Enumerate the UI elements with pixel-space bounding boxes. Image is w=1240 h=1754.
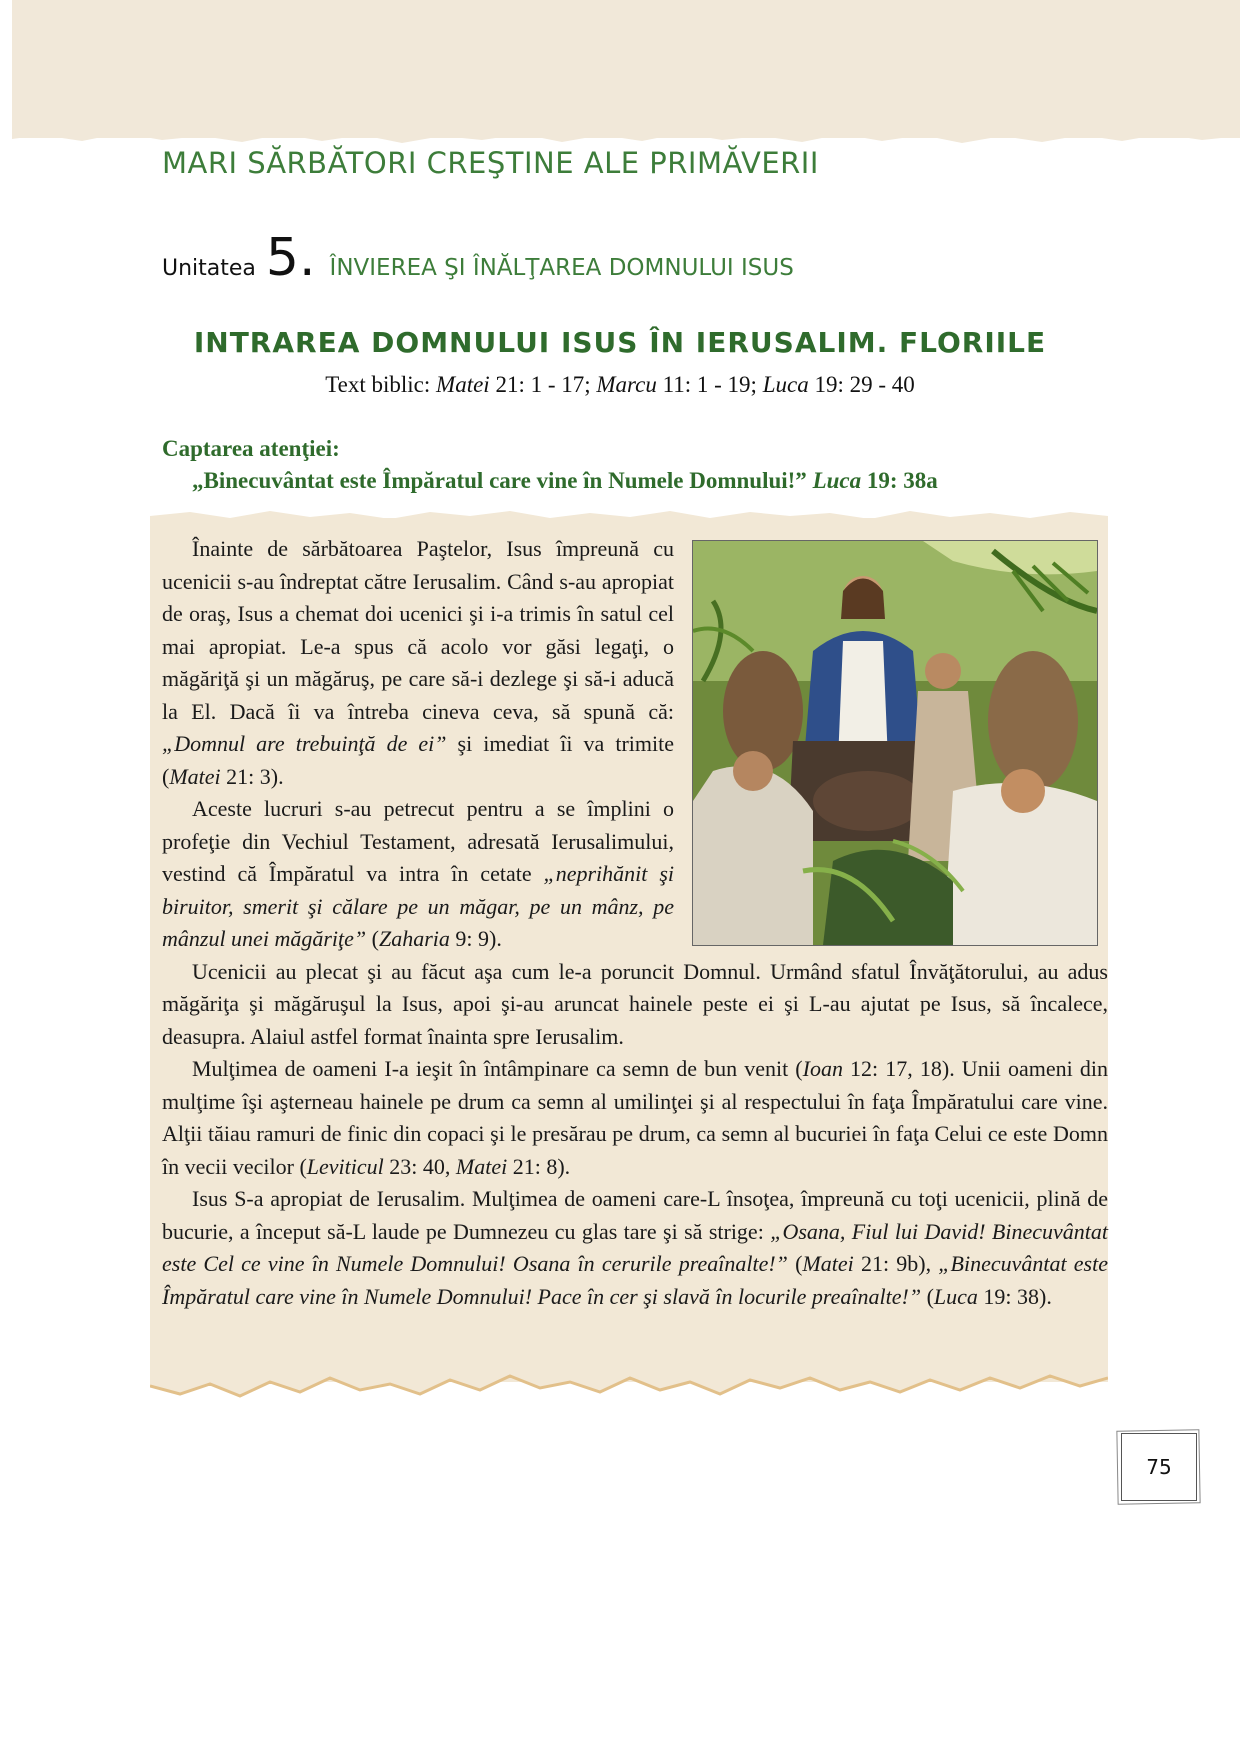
torn-edge-paper-bottom — [150, 1364, 1108, 1404]
attention-quote-text: „Binecuvântat este Împăratul care vine în Numele Domnului!” — [192, 468, 813, 493]
paragraph-text: Aceste lucruri s-au petrecut pentru a se împlini o profeţie din Vechiul Testament, adresată Ierusalimului, vestind că Împăratul va intra în cetate — [162, 796, 674, 886]
paragraph-text: ( — [921, 1283, 934, 1309]
story-paragraph: Ucenicii au plecat şi au făcut aşa cum le-a poruncit Domnul. Urmând sfatul Învăţătorului, au adus măgăriţa şi măgăruşul la Isus, apoi şi-au aruncat hainele peste ei şi L-au ajutat pe Isus, să încalece, deasupra. Alaiul astfel format înainta spre Ierusalim. — [162, 958, 1108, 1049]
reference-book: Luca — [762, 372, 809, 397]
story-paragraph — [162, 1183, 1108, 1313]
paragraph-text: 21: 8). — [507, 1153, 571, 1179]
unit-number-dot: . — [299, 228, 316, 288]
reference-book: Matei — [436, 372, 490, 397]
paragraph-text: Isus S-a apropiat de Ierusalim. Mulţimea de oameni care-L însoţea, împreună cu toţi ucenicii, plină de bucurie, a început să-L laude pe Dumnezeu cu glas tare şi să strige: — [162, 1186, 1108, 1244]
page-number: 75 — [1146, 1455, 1172, 1479]
paragraph-text: 9: 9). — [449, 926, 502, 951]
reference-book: Marcu — [596, 372, 657, 397]
paragraph-text: ( — [787, 1251, 803, 1276]
paragraph-text: 19: 38). — [977, 1283, 1052, 1309]
reference-book: Matei — [455, 1153, 508, 1179]
lesson-title: INTRAREA DOMNULUI ISUS ÎN IERUSALIM. FLORIILE — [193, 326, 1047, 359]
unit-label: Unitatea — [162, 256, 256, 281]
paragraph-text: 12: 17, 18). Unii oameni din mulţime îşi aşterneau hainele pe drum ca semn al umilinţei şi al respectului în faţa Împăratului care vine. Alţii tăiau ramuri de finic din copaci şi le presărau pe drum, ca semn al bucuriei în faţa Celui ce este Domn în vecii vecilor ( — [162, 1056, 1108, 1179]
paragraph-text: 21: 3). — [220, 763, 284, 789]
reference-book: Ioan — [802, 1056, 843, 1081]
attention-quote — [192, 468, 938, 494]
unit-number: 5 — [265, 228, 300, 288]
reference-verses: 19: 29 - 40 — [808, 372, 915, 397]
paragraph-text: Mulţimea de oameni I-a ieşit în întâmpinare ca semn de bun venit ( — [192, 1056, 803, 1081]
reference-book: Luca — [933, 1283, 978, 1309]
quote-text: „Domnul are trebuinţă de ei” — [162, 731, 447, 756]
reference-verses: 11: 1 - 19; — [656, 372, 763, 397]
biblical-label: Text biblic: — [325, 372, 437, 397]
story-paragraph — [162, 533, 674, 793]
paragraph-text: şi imediat îi va trimite ( — [162, 731, 675, 789]
story-paragraph — [162, 1053, 1108, 1183]
unit-heading — [162, 228, 794, 292]
quote-text: „Osana, Fiul lui David! Binecuvântat este Cel ce vine în Numele Domnului! Osana în cerurile preaînalte!” — [162, 1218, 1108, 1276]
paragraph-text: 21: 9b), — [853, 1251, 939, 1276]
section-title: MARI SĂRBĂTORI CREŞTINE ALE PRIMĂVERII — [162, 146, 819, 180]
reference-book: Zaharia — [378, 926, 450, 951]
paragraph-text: 23: 40, — [383, 1153, 456, 1179]
top-paper-banner — [12, 0, 1240, 138]
unit-title: ÎNVIEREA ŞI ÎNĂLŢAREA DOMNULUI ISUS — [329, 255, 794, 281]
attention-quote-book: Luca — [812, 468, 862, 493]
attention-quote-verses: 19: 38a — [861, 468, 938, 493]
reference-book: Matei — [802, 1251, 854, 1276]
attention-label: Captarea atenţiei: — [162, 436, 340, 461]
torn-edge-paper-top — [150, 508, 1108, 528]
quote-text: „neprihănit şi biruitor, smerit şi călare pe un măgar, pe un mânz, pe mânzul unei măgăriţe” — [162, 861, 674, 951]
paragraph-text: ( — [366, 926, 379, 951]
story-text — [162, 533, 1108, 1313]
biblical-references — [0, 372, 1240, 398]
story-paragraph — [162, 793, 674, 956]
quote-text: „Binecuvântat este Împăratul care vine în Numele Domnului! Pace în cer şi slavă în locurile preaînalte!” — [162, 1251, 1108, 1309]
page-number-box — [1121, 1433, 1197, 1501]
reference-verses: 21: 1 - 17; — [489, 372, 597, 397]
paragraph-text: Înainte de sărbătoarea Paştelor, Isus împreună cu ucenicii s-au îndreptat către Ierusalim. Când s-au apropiat de oraş, Isus a chemat doi ucenici şi i-a trimis în satul cel mai apropiat. Le-a spus că acolo vor găsi legaţi, o măgăriţă şi un măgăruş, pe care să-i dezlege şi să-i aducă la El. Dacă îi va întreba cineva ceva, să spună că: — [162, 536, 674, 724]
reference-book: Leviticul — [306, 1153, 384, 1179]
reference-book: Matei — [169, 763, 221, 789]
